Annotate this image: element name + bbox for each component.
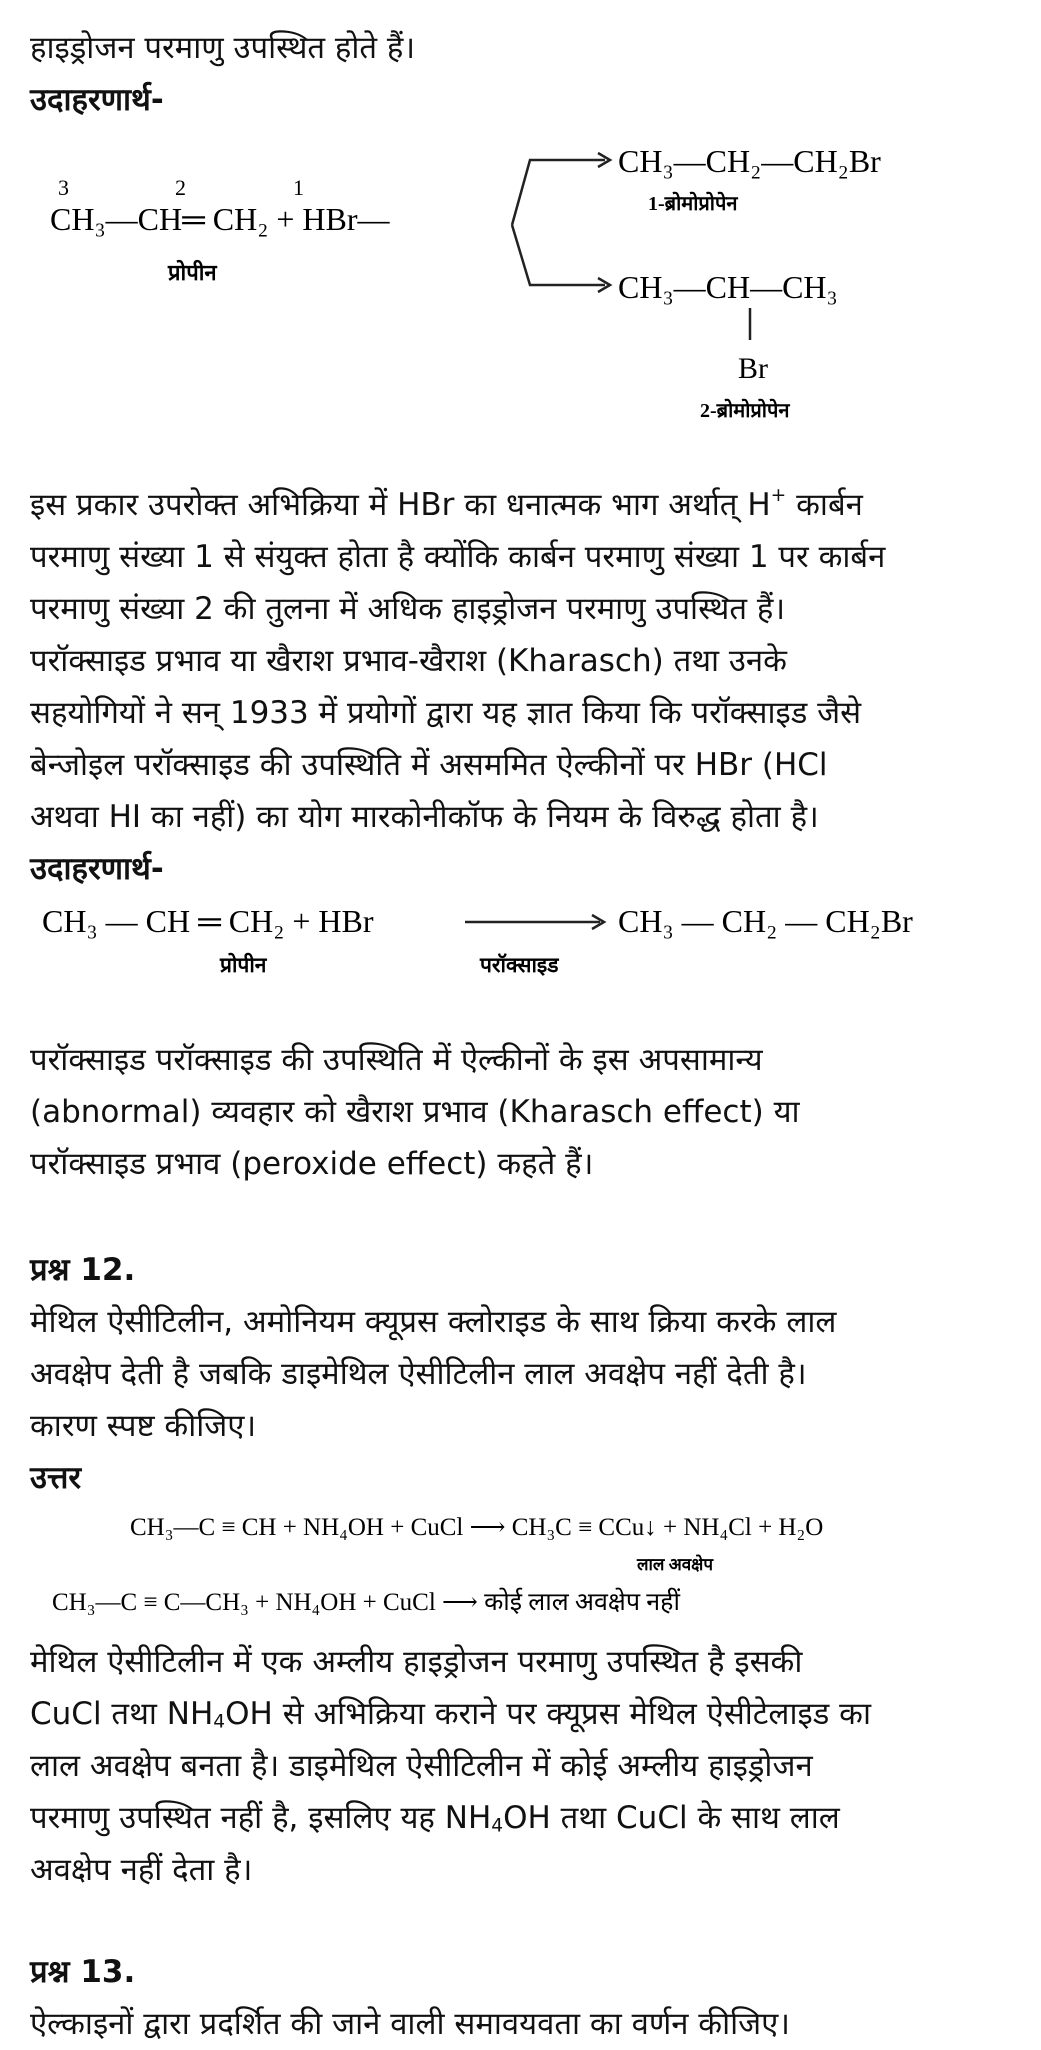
answer-line-5: अवक्षेप नहीं देता है। xyxy=(30,1852,253,1888)
propene-label: प्रोपीन xyxy=(168,260,217,285)
intro-tail: हाइड्रोजन परमाणु उपस्थित होते हैं। xyxy=(30,30,416,66)
carbon-number-3: 3 xyxy=(58,175,69,200)
answer-line-4: परमाणु उपस्थित नहीं है, इसलिए यह $NH_4OH$ तथा CuCl के साथ लाल xyxy=(30,1800,840,1837)
para2-line-1: परॉक्साइड परॉक्साइड की उपस्थिति में ऐल्कीनों के इस अपसामान्य xyxy=(30,1042,763,1078)
product1-formula: CH₃—CH₂—CH₂Br xyxy=(618,143,881,179)
reaction2-right: CH₃ — CH₂ — CH₂Br xyxy=(618,903,913,939)
answer-label: उत्तर xyxy=(30,1460,82,1496)
reaction-1-diagram xyxy=(0,120,1041,440)
para2-line-2: (abnormal) व्यवहार को खैराश प्रभाव (Kharasch effect) या xyxy=(30,1094,800,1130)
product2-formula: CH₃—CH—CH₃ xyxy=(618,269,838,305)
lower-branch-arrow xyxy=(512,225,605,285)
q13-heading: प्रश्न 13. xyxy=(30,1954,136,1990)
reaction2-arrow-label: परॉक्साइड xyxy=(480,953,559,977)
equation-2: CH₃—C ≡ C—CH₃ + NH₄OH + CuCl ⟶ कोई लाल अवक्षेप नहीं xyxy=(52,1589,680,1616)
para1-line-3: परमाणु संख्या 2 की तुलना में अधिक हाइड्रोजन परमाणु उपस्थित हैं। xyxy=(30,591,786,627)
equation-1: CH₃—C ≡ CH + NH₄OH + CuCl ⟶ CH₃C ≡ CCu↓ + NH₄Cl + H₂O xyxy=(130,1514,824,1541)
product2-label: 2-ब्रोमोप्रोपेन xyxy=(700,400,790,422)
example-label-2: उदाहरणार्थ- xyxy=(30,851,164,887)
reaction2-propene-label: प्रोपीन xyxy=(220,953,267,977)
q12-line-3: कारण स्पष्ट कीजिए। xyxy=(30,1408,257,1444)
carbon-number-2: 2 xyxy=(175,175,186,200)
para2-line-3: परॉक्साइड प्रभाव (peroxide effect) कहते हैं। xyxy=(30,1146,594,1182)
q12-line-1: मेथिल ऐसीटिलीन, अमोनियम क्यूप्रस क्लोराइड के साथ क्रिया करके लाल xyxy=(30,1304,837,1340)
equation-1-label: लाल अवक्षेप xyxy=(637,1555,713,1574)
reactant-formula: CH₃—CH═ CH₂ + HBr— xyxy=(50,201,390,237)
q13-line: ऐल्काइनों द्वारा प्रदर्शित की जाने वाली समावयवता का वर्णन कीजिए। xyxy=(30,2006,791,2042)
para1-line-6: बेन्जोइल परॉक्साइड की उपस्थिति में असममित ऐल्कीनों पर HBr (HCl xyxy=(30,747,828,783)
q12-line-2: अवक्षेप देती है जबकि डाइमेथिल ऐसीटिलीन लाल अवक्षेप नहीं देती है। xyxy=(30,1356,807,1392)
para1-line-7: अथवा HI का नहीं) का योग मारकोनीकॉफ के नियम के विरुद्ध होता है। xyxy=(30,799,819,835)
reaction2-left: CH₃ — CH ═ CH₂ + HBr xyxy=(42,903,374,939)
para1-line-2: परमाणु संख्या 1 से संयुक्त होता है क्योंकि कार्बन परमाणु संख्या 1 पर कार्बन xyxy=(30,539,886,575)
answer-line-3: लाल अवक्षेप बनता है। डाइमेथिल ऐसीटिलीन में कोई अम्लीय हाइड्रोजन xyxy=(30,1748,813,1784)
para1-line-5: सहयोगियों ने सन् 1933 में प्रयोगों द्वारा यह ज्ञात किया कि परॉक्साइड जैसे xyxy=(30,695,862,731)
answer-line-1: मेथिल ऐसीटिलीन में एक अम्लीय हाइड्रोजन परमाणु उपस्थित है इसकी xyxy=(30,1644,803,1680)
product2-br: Br xyxy=(738,352,768,385)
para1-line-1: इस प्रकार उपरोक्त अभिक्रिया में HBr का धनात्मक भाग अर्थात् H+ कार्बन xyxy=(30,485,863,523)
q12-heading: प्रश्न 12. xyxy=(30,1252,136,1288)
upper-branch-arrow xyxy=(512,160,605,225)
para1-line-4: परॉक्साइड प्रभाव या खैराश प्रभाव-खैराश (Kharasch) तथा उनके xyxy=(30,643,787,679)
answer-line-2: CuCl तथा $NH_4OH$ से अभिक्रिया कराने पर क्यूप्रस मेथिल ऐसीटेलाइड का xyxy=(30,1696,871,1733)
answer-equations xyxy=(0,1500,1041,1630)
carbon-number-1: 1 xyxy=(293,175,304,200)
example-label: उदाहरणार्थ- xyxy=(30,82,164,118)
reaction-2-diagram xyxy=(0,890,1041,1000)
product1-label: 1-ब्रोमोप्रोपेन xyxy=(648,193,738,215)
